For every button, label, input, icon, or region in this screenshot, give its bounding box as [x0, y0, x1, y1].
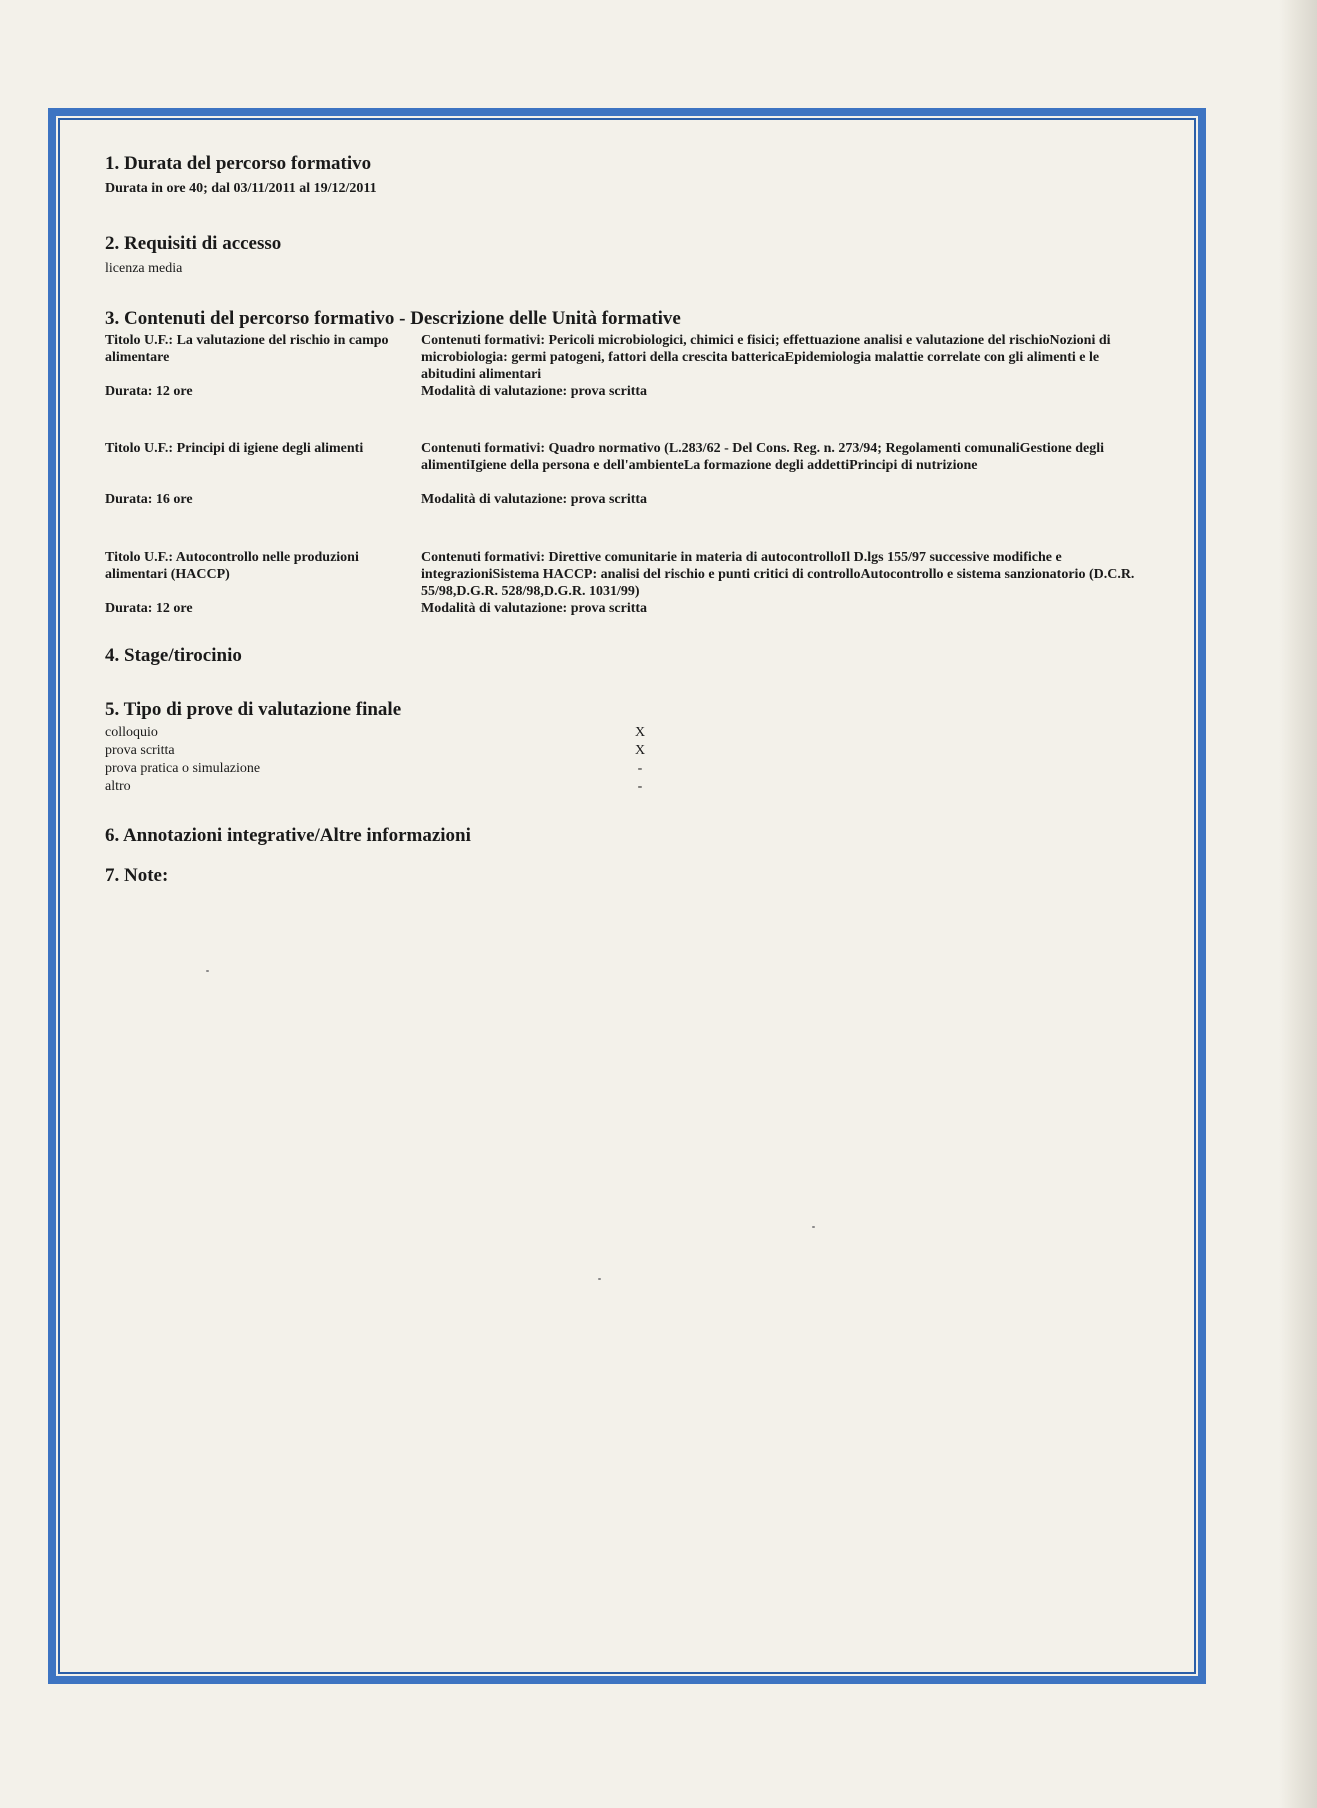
training-unit-evaluation: Modalità di valutazione: prova scritta [421, 601, 648, 616]
section-internship-title: 4. Stage/tirocinio [105, 645, 242, 666]
section-contents [105, 307, 1145, 616]
evaluation-type-label: prova scritta [105, 743, 175, 758]
section-notes [105, 864, 168, 888]
training-unit-contents: Contenuti formativi: Quadro normativo (L.283/62 - Del Cons. Reg. n. 273/94; Regolamenti comunaliGestione degli alimentiIgiene della persona e dell'ambienteLa formazione degli addettiPrincipi di nutrizione [421, 441, 1104, 473]
evaluation-type-label: colloquio [105, 725, 158, 740]
training-unit-right [421, 549, 1145, 617]
paper-speck [812, 1226, 815, 1228]
training-unit-evaluation: Modalità di valutazione: prova scritta [421, 384, 648, 399]
training-unit-right [421, 440, 1145, 508]
section-additional-notes-title: 6. Annotazioni integrative/Altre informazioni [105, 825, 471, 846]
section-access-requirements-title: 2. Requisiti di accesso [105, 233, 282, 254]
section-access-requirements-text: licenza media [105, 261, 183, 276]
evaluation-type-list [105, 724, 805, 796]
training-unit-duration: Durata: 12 ore [105, 384, 193, 399]
training-unit-duration: Durata: 12 ore [105, 601, 193, 616]
section-additional-notes [105, 824, 471, 848]
training-unit [105, 332, 1145, 400]
training-unit-right [421, 332, 1145, 400]
training-unit-left [105, 549, 415, 617]
paper-edge-shadow [1279, 0, 1317, 1808]
evaluation-type-mark: - [637, 779, 643, 794]
evaluation-type-row [105, 778, 805, 796]
evaluation-type-row [105, 724, 805, 742]
training-unit [105, 549, 1145, 617]
training-unit-left [105, 440, 415, 508]
evaluation-type-row [105, 760, 805, 778]
section-contents-title: 3. Contenuti del percorso formativo - Descrizione delle Unità formative [105, 308, 681, 329]
section-final-evaluation-title: 5. Tipo di prove di valutazione finale [105, 699, 402, 720]
paper-speck [598, 1278, 601, 1280]
training-unit-title: Titolo U.F.: Principi di igiene degli alimenti [105, 441, 364, 456]
section-final-evaluation [105, 698, 805, 796]
training-unit-evaluation: Modalità di valutazione: prova scritta [421, 492, 648, 507]
section-internship [105, 644, 242, 668]
evaluation-type-label: prova pratica o simulazione [105, 761, 261, 776]
evaluation-type-mark: X [634, 743, 646, 758]
section-duration-title: 1. Durata del percorso formativo [105, 153, 372, 174]
training-unit-left [105, 332, 415, 400]
training-unit [105, 440, 1145, 508]
training-unit-title: Titolo U.F.: La valutazione del rischio in campo alimentare [105, 333, 389, 365]
paper-speck [206, 970, 209, 972]
evaluation-type-row [105, 742, 805, 760]
training-unit-title: Titolo U.F.: Autocontrollo nelle produzioni alimentari (HACCP) [105, 550, 359, 582]
section-notes-title: 7. Note: [105, 865, 169, 886]
section-duration-text: Durata in ore 40; dal 03/11/2011 al 19/12/2011 [105, 181, 377, 196]
training-unit-contents: Contenuti formativi: Direttive comunitarie in materia di autocontrolloIl D.lgs 155/97 successive modifiche e integrazioniSistema HACCP: analisi del rischio e punti critici di controlloAutocontrollo e sistema sanzionatorio (D.C.R. 55/98,D.G.R. 528/98,D.G.R. 1031/99) [421, 550, 1135, 599]
evaluation-type-label: altro [105, 779, 131, 794]
evaluation-type-mark: - [637, 761, 643, 776]
evaluation-type-mark: X [634, 725, 646, 740]
training-unit-contents: Contenuti formativi: Pericoli microbiologici, chimici e fisici; effettuazione analisi e valutazione del rischioNozioni di microbiologia: germi patogeni, fattori della crescita battericaEpidemiologia malattie correlate con gli alimenti e le abitudini alimentari [421, 333, 1111, 382]
training-unit-duration: Durata: 16 ore [105, 492, 193, 507]
section-access-requirements [105, 232, 281, 278]
section-duration [105, 152, 377, 198]
